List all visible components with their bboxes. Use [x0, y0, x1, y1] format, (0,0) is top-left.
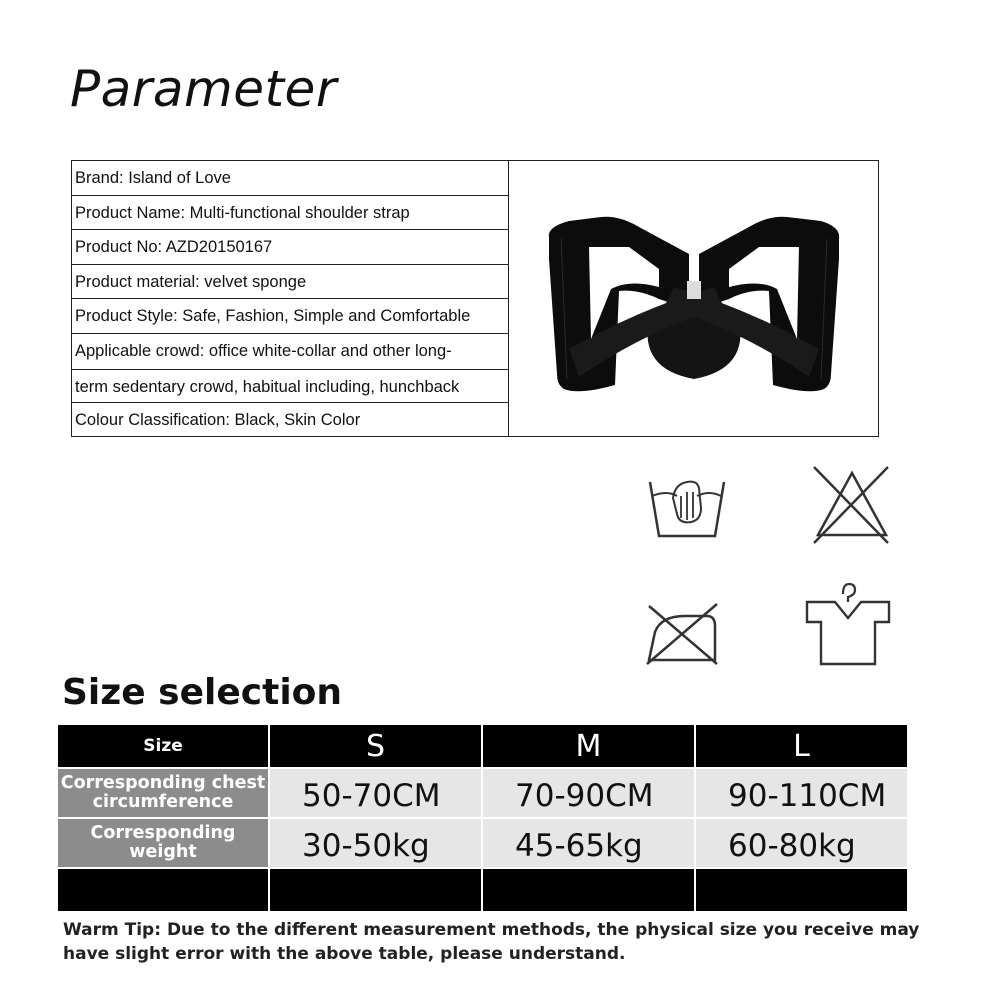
param-crowd-line2: term sedentary crowd, habitual including, hunchback	[72, 369, 508, 404]
do-not-iron-icon	[645, 602, 720, 666]
size-selection-title: Size selection	[62, 672, 343, 713]
product-image-cell	[509, 161, 878, 436]
weight-label: Corresponding weight	[57, 818, 269, 868]
parameter-title: Parameter	[70, 60, 337, 118]
size-header-m: M	[482, 724, 695, 768]
weight-l: 60-80kg	[695, 818, 908, 868]
param-style: Product Style: Safe, Fashion, Simple and Comfortable	[72, 299, 508, 334]
warm-tip: Warm Tip: Due to the different measurement methods, the physical size you receive may have slight error with the above table, please understand.	[63, 920, 920, 964]
chest-l: 90-110CM	[695, 768, 908, 818]
param-crowd-line1: Applicable crowd: office white-collar and other long-	[75, 341, 452, 360]
size-header-label: Size	[57, 724, 269, 768]
size-header-s: S	[269, 724, 482, 768]
footer-cell	[57, 868, 269, 912]
param-material: Product material: velvet sponge	[72, 265, 508, 300]
footer-cell	[482, 868, 695, 912]
param-product-no: Product No: AZD20150167	[72, 230, 508, 265]
hand-wash-icon	[647, 474, 727, 540]
param-brand: Brand: Island of Love	[72, 161, 508, 196]
hang-dry-icon	[805, 580, 891, 668]
size-table	[56, 723, 909, 913]
weight-row	[57, 818, 908, 868]
parameter-list	[72, 161, 509, 436]
weight-s: 30-50kg	[269, 818, 482, 868]
weight-m: 45-65kg	[482, 818, 695, 868]
chest-row	[57, 768, 908, 818]
parameter-table	[71, 160, 879, 437]
footer-cell	[695, 868, 908, 912]
chest-label: Corresponding chest circumference	[57, 768, 269, 818]
param-colour: Colour Classification: Black, Skin Color	[75, 411, 361, 430]
size-footer-row	[57, 868, 908, 912]
param-product-name: Product Name: Multi-functional shoulder strap	[72, 196, 508, 231]
size-header-l: L	[695, 724, 908, 768]
footer-cell	[269, 868, 482, 912]
size-header-row	[57, 724, 908, 768]
chest-s: 50-70CM	[269, 768, 482, 818]
shoulder-strap-image	[539, 199, 849, 399]
chest-m: 70-90CM	[482, 768, 695, 818]
do-not-bleach-icon	[812, 465, 892, 545]
